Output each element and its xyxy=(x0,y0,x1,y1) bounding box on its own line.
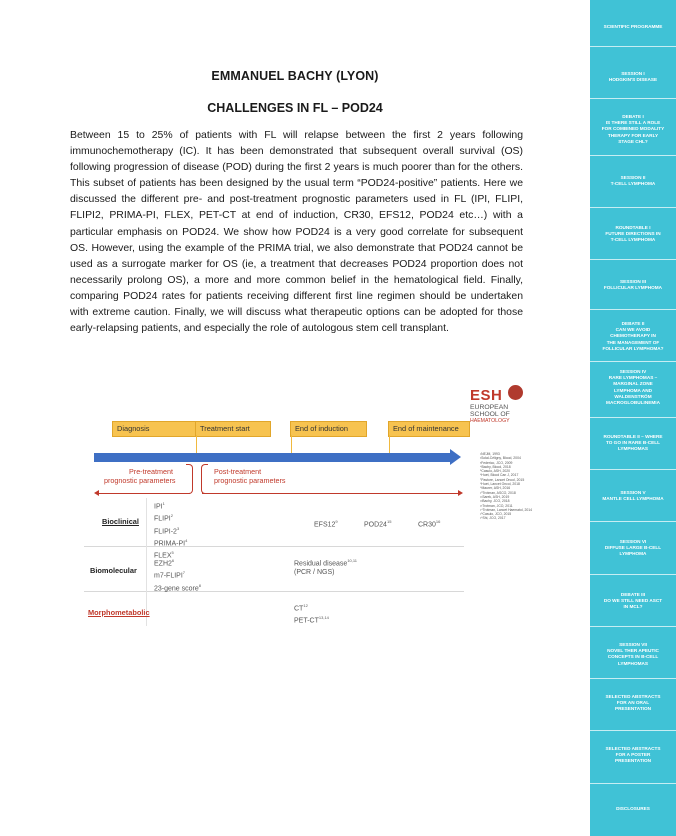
reference-item: ⁸Huet, Lancet Oncol, 2018 xyxy=(480,482,520,487)
ref-superscript: 4 xyxy=(185,537,188,543)
treatment-start-connector xyxy=(196,435,197,453)
sidebar-item-line: SELECTED ABSTRACTS xyxy=(605,694,661,699)
ref-superscript: 13,14 xyxy=(318,615,329,621)
sidebar-item-line: FOLLICULAR LYMPHOMA? xyxy=(602,345,664,351)
sidebar-item-session-4[interactable] xyxy=(590,369,676,406)
reference-item: ¹⁰Trotman, ASCO, 2018 xyxy=(480,490,516,495)
sidebar-item-line: DEBATE III xyxy=(620,592,646,597)
sidebar-item-line: DO WE STILL NEED ASCT xyxy=(603,598,663,604)
row-divider xyxy=(84,591,464,592)
cr30-text: CR30 xyxy=(418,521,436,529)
ref-superscript: 15 xyxy=(386,519,392,524)
post-treatment-label-2: prognostic parameters xyxy=(214,476,286,485)
sidebar-item-line: DEBATE II xyxy=(621,321,645,326)
ref-superscript: 3 xyxy=(176,525,180,531)
reference-item: ²Solal-Céligny, Blood, 2004 xyxy=(480,456,521,461)
biomolecular-item: EZH2 xyxy=(154,560,172,568)
bioclinical-item: PRIMA-PI xyxy=(154,540,186,548)
milestone-end-of-induction: End of induction xyxy=(290,421,367,437)
sidebar-divider xyxy=(590,678,676,679)
sidebar-divider xyxy=(590,259,676,260)
ref-superscript: 5 xyxy=(171,550,174,556)
sidebar-item-line: SCIENTIFIC PROGRAMME xyxy=(603,24,663,29)
milestone-diagnosis: Diagnosis xyxy=(112,421,200,437)
page-title: CHALLENGES IN FL – POD24 xyxy=(207,101,383,115)
row-label-morphometabolic: Morphometabolic xyxy=(88,608,150,617)
sidebar-item-line: LYMPHOMAS xyxy=(617,446,649,452)
bioclinical-item: FLIPI-2 xyxy=(154,527,177,535)
sidebar-item-line: DISCLOSURES xyxy=(616,806,650,811)
row-label-bioclinical: Bioclinical xyxy=(102,517,139,526)
reference-item: ¹NEJM, 1993 xyxy=(480,452,500,456)
column-divider xyxy=(146,498,147,626)
sidebar-item-roundtable-1[interactable] xyxy=(590,225,676,244)
sidebar-item-line: PRESENTATION xyxy=(614,758,652,764)
sidebar-item-line: ROUNDTABLE I xyxy=(615,225,651,230)
reference-item: ¹¹Sarek, ASH, 2019 xyxy=(480,494,510,499)
reference-item: ⁶Huet, Blood Can J, 2017 xyxy=(480,473,519,478)
pre-treatment-brace xyxy=(186,464,193,494)
cr30-label xyxy=(418,517,440,529)
sidebar-item-debate-2[interactable] xyxy=(590,321,676,352)
sidebar-item-line: MANTLE CELL LYMPHOMA xyxy=(602,496,664,502)
esh-logo-circle xyxy=(508,385,523,400)
post-treatment-label-1: Post-treatment xyxy=(214,467,262,476)
ref-superscript: 9 xyxy=(335,519,338,524)
reference-item: ¹³Trotman, JCO, 2011 xyxy=(480,503,513,508)
pre-treatment-arrow xyxy=(98,493,190,494)
sidebar-divider xyxy=(590,207,676,208)
sidebar-divider xyxy=(590,626,676,627)
sidebar-item-session-2[interactable] xyxy=(590,175,676,187)
sidebar-divider xyxy=(590,574,676,575)
end-induction-connector xyxy=(291,435,292,453)
sidebar-item-line: RARE LYMPHOMAS – xyxy=(608,375,658,381)
reference-item: ¹²Bachy, JCO, 2018 xyxy=(480,499,510,504)
sidebar-divider xyxy=(590,155,676,156)
reference-item: ¹⁴Trotman, Lancet Haematol, 2014 xyxy=(480,507,533,512)
sidebar-item-line: SESSION III xyxy=(619,279,647,284)
milestone-treatment-start: Treatment start xyxy=(195,421,271,437)
sidebar-item-line: HODGKIN'S DISEASE xyxy=(608,77,658,83)
ref-superscript: 1 xyxy=(162,501,165,506)
morpho-list xyxy=(294,601,329,626)
reference-item: ⁹Maurer, ASH, 2016 xyxy=(480,486,511,491)
sidebar-item-scientific-programme[interactable] xyxy=(590,24,676,30)
timeline-arrow-bar xyxy=(94,453,450,462)
sidebar-divider xyxy=(590,521,676,522)
end-maintenance-connector xyxy=(389,435,390,453)
sidebar-item-line: IS THERE STILL A ROLE xyxy=(605,120,661,126)
sidebar-item-line: FOR COMBINED MODALITY xyxy=(601,126,665,132)
residual-disease-method: (PCR / NGS) xyxy=(294,569,335,577)
bioclinical-item: IPI xyxy=(154,503,163,511)
residual-disease-text: Residual disease xyxy=(294,560,348,568)
sidebar-divider xyxy=(590,730,676,731)
post-treatment-arrow-head xyxy=(458,490,463,496)
sidebar-item-line: CONCEPTS IN B-CELL xyxy=(607,654,659,660)
reference-item: ³Federico, JCO, 2009 xyxy=(480,460,513,465)
sidebar-item-line: SESSION V xyxy=(620,490,646,495)
reference-item: ⁵Casulo, ASH, 2020 xyxy=(480,469,511,474)
post-treatment-brace xyxy=(201,464,208,494)
sidebar-divider xyxy=(590,417,676,418)
sidebar-item-line: LYMPHOMA xyxy=(619,551,647,557)
reference-item: ⁴Bachy, Blood, 2018 xyxy=(480,464,511,469)
sidebar-nav xyxy=(590,0,676,836)
sidebar-item-debate-3[interactable] xyxy=(590,592,676,611)
row-divider xyxy=(84,546,464,547)
sidebar-item-poster-abstracts[interactable] xyxy=(590,746,676,765)
timeline-arrow-head xyxy=(450,449,461,465)
pod24-text: POD24 xyxy=(364,521,387,529)
reference-item: ⁷Pastore, Lancet Oncol, 2015 xyxy=(480,477,525,482)
sidebar-item-session-5[interactable] xyxy=(590,490,676,502)
ct-text: CT xyxy=(294,605,304,613)
sidebar-item-line: IN MCL? xyxy=(623,604,643,610)
sidebar-item-line: TO GO IN RARE B-CELL xyxy=(605,440,661,446)
sidebar-item-line: FOR AN ORAL xyxy=(616,700,650,706)
sidebar-item-line: SESSION II xyxy=(620,175,646,180)
efs12-text: EFS12 xyxy=(314,521,336,529)
sidebar-item-roundtable-2[interactable] xyxy=(590,434,676,453)
pod24-label xyxy=(364,517,391,529)
sidebar-item-line: T-CELL LYMPHOMA xyxy=(610,181,656,187)
sidebar-item-line: PRESENTATION xyxy=(614,706,652,712)
pre-treatment-label-2: prognostic parameters xyxy=(104,476,176,485)
ref-superscript: 2 xyxy=(170,513,173,519)
bioclinical-item: FLEX xyxy=(154,552,172,560)
sidebar-divider xyxy=(590,783,676,784)
abstract-text: Between 15 to 25% of patients with FL will relapse between the first 2 years following immunochemotherapy (IC). It has been demonstrated that subsequent overall survival (OS) following progression of disease (POD) during the first 2 years is much poorer than for the others. This subset of patients has been designed by the usual term “POD24-positive” patients. Here we discussed the different pre- and post-treatment prognostic parameters used in FL (IPI, FLIPI, FLIPI2, PRIMA-PI, FLEX, PET-CT at end of induction, CR30, EFS12, POD24 etc…) with a particular emphasis on POD24. We show how POD24 is a very good correlate for subsequent OS. However, using the example of the PRIMA trial, we also demonstrate that POD24 cannot be used as a surrogate marker for OS (ie, a treatment that decreases POD24 proportion does not necessarily prolong OS), a more and more common belief in the hematological field. Finally, comparing POD24 rates for patients receiving different first line regimen should be undertaken with extreme caution. Finally, we will discuss what therapeutic options can be adopted for those early-relapsing patients, and especially the role of autologous stem cell transplant. xyxy=(70,130,523,335)
sidebar-divider xyxy=(590,361,676,362)
biomolecular-list xyxy=(154,556,201,593)
biomolecular-item: 23-gene score xyxy=(154,584,199,592)
sidebar-divider xyxy=(590,469,676,470)
row-label-biomolecular: Biomolecular xyxy=(90,566,137,575)
sidebar-divider xyxy=(590,98,676,99)
esh-logo-mark: ESH xyxy=(470,387,503,404)
sidebar-item-line: THE MANAGEMENT OF xyxy=(606,339,660,345)
sidebar-item-session-6[interactable] xyxy=(590,539,676,558)
ref-superscript: 16 xyxy=(435,519,441,524)
sidebar-item-line: DEBATE I xyxy=(622,114,644,119)
author-heading: EMMANUEL BACHY (LYON) xyxy=(211,69,379,83)
sidebar-item-oral-abstracts[interactable] xyxy=(590,694,676,713)
reference-item: ¹⁶Shi, JCO, 2017 xyxy=(480,516,506,521)
sidebar-item-line: SESSION VII xyxy=(619,642,647,647)
pre-treatment-arrow-head xyxy=(94,490,99,496)
sidebar-item-session-3[interactable] xyxy=(590,279,676,291)
esh-logo-text-3: HAEMATOLOGY xyxy=(470,418,510,424)
pet-ct-text: PET-CT xyxy=(294,617,319,625)
bioclinical-list xyxy=(154,499,187,561)
esh-logo xyxy=(470,383,560,427)
ref-superscript: 6 xyxy=(171,558,175,563)
prognostic-timeline-figure xyxy=(84,378,533,628)
reference-item: ¹⁵Casulo, JCO, 2015 xyxy=(480,512,512,517)
sidebar-divider xyxy=(590,309,676,310)
post-treatment-arrow xyxy=(202,493,458,494)
sidebar-item-line: FOR A POSTER xyxy=(615,752,651,758)
sidebar-item-session-1[interactable] xyxy=(590,71,676,83)
biomolecular-item: m7-FLIPI xyxy=(154,572,183,580)
bioclinical-item: FLIPI xyxy=(154,515,171,523)
references-list xyxy=(480,452,560,521)
milestone-end-of-maintenance: End of maintenance xyxy=(388,421,470,437)
ref-superscript: 7 xyxy=(182,570,186,576)
ref-superscript: 8 xyxy=(198,582,201,588)
efs12-label xyxy=(314,517,338,529)
sidebar-divider xyxy=(590,46,676,47)
sidebar-item-line: MACROGLOBULINEMIA xyxy=(606,400,660,406)
sidebar-item-line: CHEMOTHERAPY IN xyxy=(610,333,656,339)
sidebar-item-line: SESSION I xyxy=(621,71,645,76)
ref-superscript: 12 xyxy=(303,603,308,608)
sidebar-item-line: DIFFUSE LARGE B-CELL xyxy=(604,545,662,551)
esh-logo-text-1: EUROPEAN xyxy=(470,404,509,411)
residual-disease-label xyxy=(294,556,357,577)
sidebar-item-line: NOVEL THER APEUTIC xyxy=(607,648,659,654)
sidebar-item-line: SELECTED ABSTRACTS xyxy=(605,746,661,751)
sidebar-item-line: T-CELL LYMPHOMA xyxy=(610,237,656,243)
sidebar-item-line: LYMPHOMAS xyxy=(617,660,649,666)
sidebar-item-session-7[interactable] xyxy=(590,642,676,667)
sidebar-item-line: ROUNDTABLE II – WHERE xyxy=(603,434,663,439)
sidebar-item-disclosures[interactable] xyxy=(590,806,676,812)
sidebar-item-line: CAN WE AVOID xyxy=(615,327,651,333)
sidebar-item-line: SESSION IV xyxy=(619,369,647,374)
sidebar-item-line: FOLLICULAR LYMPHOMA xyxy=(603,285,663,291)
sidebar-item-line: FUTURE DIRECTIONS IN xyxy=(605,231,661,237)
sidebar-item-line: SESSION VI xyxy=(619,539,647,544)
sidebar-item-debate-1[interactable] xyxy=(590,114,676,145)
pre-treatment-label-1: Pre-treatment xyxy=(129,467,173,476)
sidebar-item-line: THERAPY FOR EARLY xyxy=(607,132,659,138)
ref-superscript: 10,11 xyxy=(347,558,358,563)
sidebar-item-line: LYMPHOMA AND xyxy=(613,387,653,393)
esh-logo-text-2: SCHOOL OF xyxy=(470,411,510,418)
sidebar-item-line: WALDENSTRÖM xyxy=(614,393,652,399)
sidebar-item-line: STAGE CHL? xyxy=(618,138,648,144)
sidebar-item-line: MARGINAL ZONE xyxy=(613,381,653,387)
